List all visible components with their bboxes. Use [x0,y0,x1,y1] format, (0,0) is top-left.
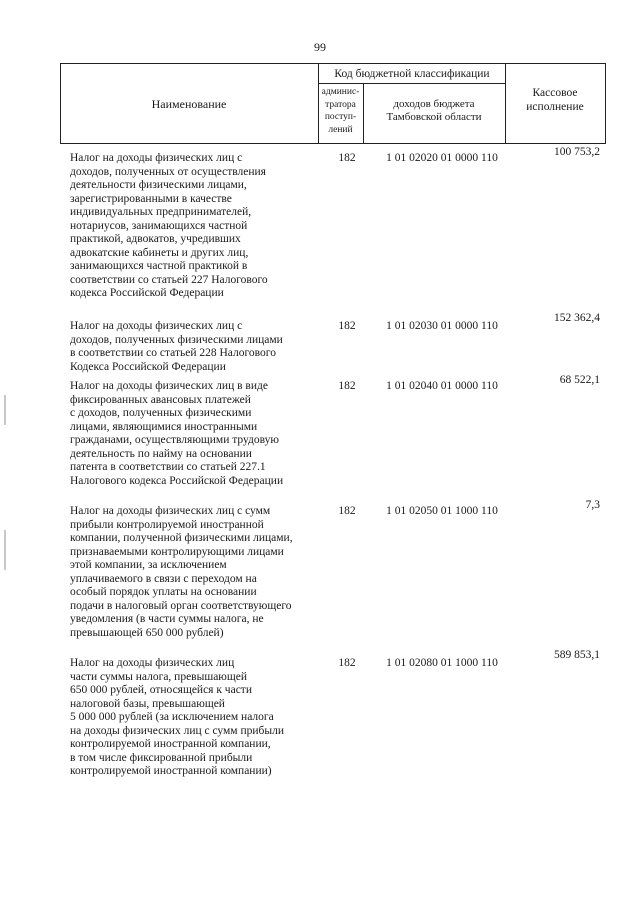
header-income: доходов бюджета Тамбовской области [386,98,482,123]
row-name-line: Налог на доходы физических лиц в виде [70,380,268,392]
scan-edge-mark [4,395,6,425]
row-name-line: доходов, полученных физическими лицами [70,333,283,346]
row-name-line: на доходы физических лиц с сумм прибыли [70,724,284,737]
row-name-line: 650 000 рублей, относящейся к части [70,684,252,696]
row-name-line: нотариусов, занимающихся частной [70,219,248,232]
row-name-line: Налог на доходы физических лиц с [70,152,243,164]
row-name-line: с доходов, полученных физическими [70,407,252,419]
row-name-line: адвокатские кабинеты и других лиц, [70,246,249,259]
row-name-line: контролируемой иностранной компании, [70,738,271,750]
row-name-line: этой компании, за исключением [70,559,227,571]
row-classification-code: 1 01 02040 01 0000 110 [386,380,498,392]
row-classification-code: 1 01 02050 01 1000 110 [386,505,498,517]
header-classification-group: Код бюджетной классификации [334,68,490,80]
row-name-line: кодекса Российской Федерации [70,287,224,299]
row-admin-code: 182 [338,152,356,164]
row-name-line: контролируемой иностранной компании) [70,765,272,777]
header-amount: Кассовое исполнение [526,87,584,113]
row-name-line: особый порядок уплаты на основании [70,586,257,598]
row-name-line: деятельность по найму на основании [70,447,252,460]
scan-edge-mark [4,530,6,570]
row-name [70,380,340,488]
header-name: Наименование [151,97,227,111]
row-name-line: фиксированных авансовых платежей [70,393,251,406]
row-name-line: Кодекса Российской Федерации [70,360,226,373]
row-name-line: уплачиваемого в связи с переходом на [70,572,257,585]
row-name-line: зарегистрированными в качестве [70,192,232,205]
row-name-line: Налог на доходы физических лиц с сумм [70,505,271,517]
header-top-border [60,63,606,64]
row-name-line: прибыли контролируемой иностранной [70,518,264,531]
row-name [70,320,340,374]
row-classification-code: 1 01 02030 01 0000 110 [386,320,498,332]
row-name-line: 5 000 000 рублей (за исключением налога [70,711,274,723]
page-number: 99 [314,40,326,54]
row-amount: 68 522,1 [559,374,600,386]
row-name-line: компании, полученной физическими лицами, [70,532,293,544]
row-name-line: части суммы налога, превышающей [70,670,248,683]
row-name-line: соответствии со статьей 227 Налогового [70,273,268,286]
row-name-line: занимающихся частной практикой в [70,260,248,272]
row-amount: 100 753,2 [554,146,600,158]
row-name-line: лицами, являющимися иностранными [70,420,258,433]
row-name-line: в том числе фиксированной прибыли [70,751,253,764]
row-classification-code: 1 01 02080 01 1000 110 [386,657,498,669]
header-admin: админис- тратора поступ- лений [321,87,360,135]
row-name-line: Налогового кодекса Российской Федерации [70,474,284,487]
row-admin-code: 182 [338,320,356,332]
row-name-line: доходов, полученных от осуществления [70,165,266,178]
row-name-line: гражданами, осуществляющими трудовую [70,434,280,446]
header-group-underline [318,83,506,84]
row-name [70,505,340,640]
row-name-line: признаваемыми контролирующими лицами [70,545,284,558]
row-amount: 589 853,1 [554,649,600,661]
row-name [70,657,340,779]
row-name [70,152,340,301]
row-name-line: налоговой базы, превышающей [70,697,225,710]
row-name-line: Налог на доходы физических лиц [70,657,235,669]
header-bottom-border [60,143,606,144]
header-right-border [605,63,606,144]
row-admin-code: 182 [338,657,356,669]
row-amount: 152 362,4 [554,312,600,324]
row-name-line: практикой, адвокатов, учредивших [70,233,241,245]
row-name-line: Налог на доходы физических лиц с [70,320,243,332]
row-amount: 7,3 [585,499,600,511]
row-name-line: уведомления (в части суммы налога, не [70,613,264,625]
row-name-line: индивидуальных предпринимателей, [70,206,252,218]
row-name-line: подачи в налоговый орган соответствующего [70,599,292,612]
row-name-line: в соответствии со статьей 228 Налогового [70,347,276,359]
row-classification-code: 1 01 02020 01 0000 110 [386,152,498,164]
row-name-line: превышающей 650 000 рублей) [70,626,224,639]
row-name-line: патента в соответствии со статьей 227.1 [70,461,266,473]
row-name-line: деятельности физическими лицами, [70,179,247,191]
row-admin-code: 182 [338,505,356,517]
row-admin-code: 182 [338,380,356,392]
